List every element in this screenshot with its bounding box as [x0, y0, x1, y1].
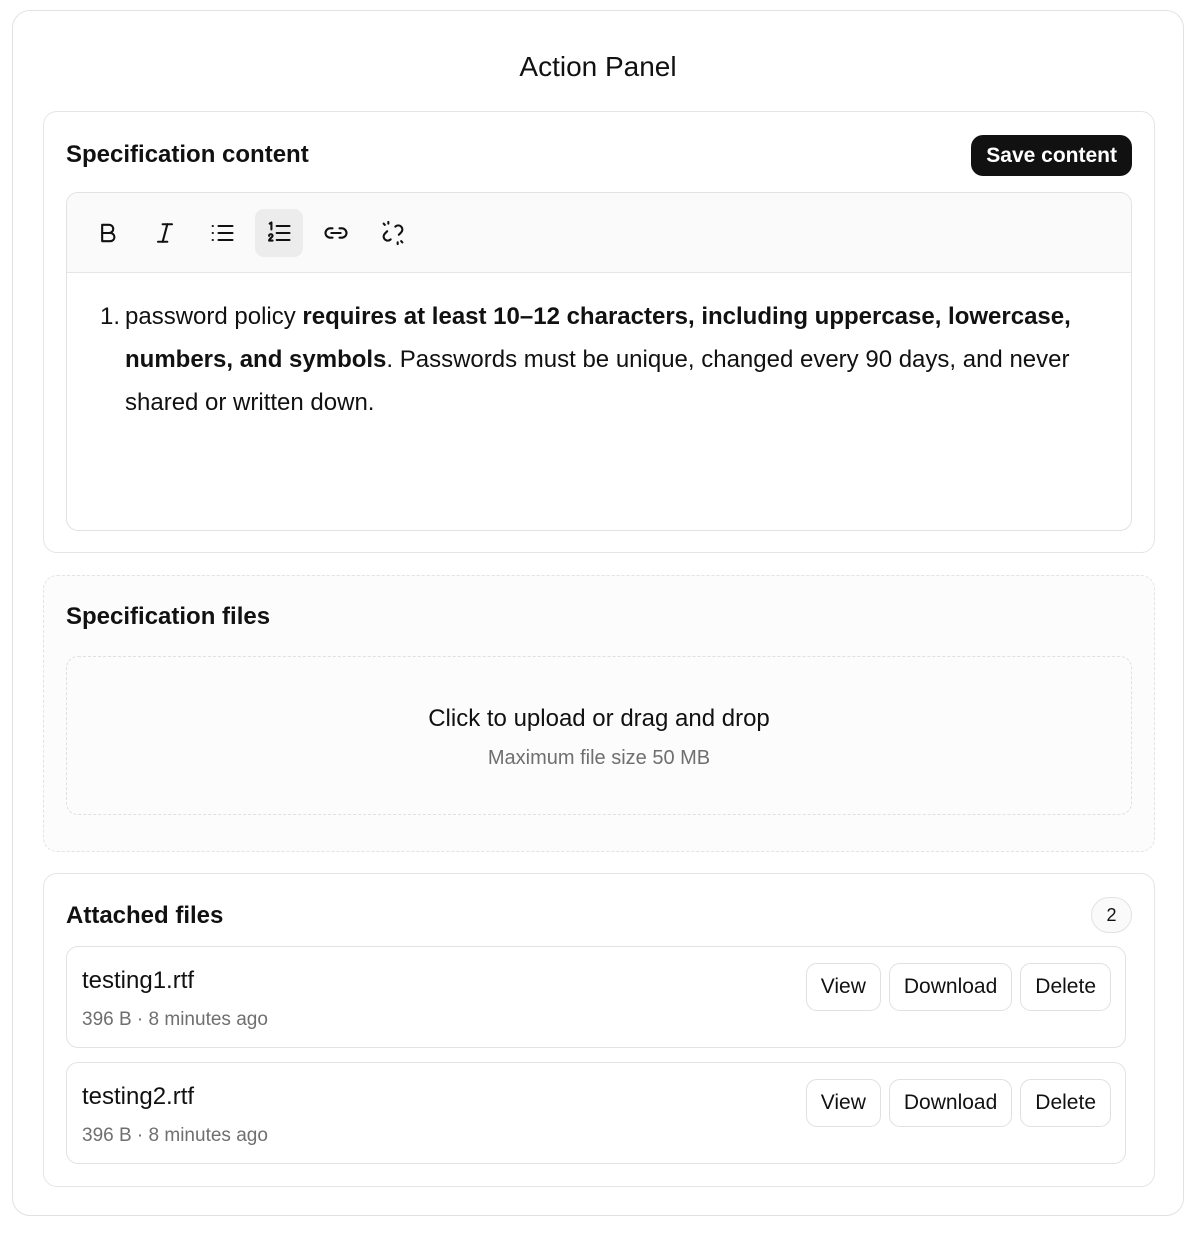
file-name: testing1.rtf	[82, 967, 195, 994]
dropzone-hint: Maximum file size 50 MB	[487, 747, 711, 769]
attached-files-heading: Attached files	[66, 902, 224, 929]
link-icon	[322, 219, 350, 247]
download-button[interactable]: Download	[889, 1079, 1012, 1127]
specification-content-card	[43, 111, 1155, 553]
file-row	[66, 946, 1126, 1048]
list-item-number: 1.	[100, 303, 121, 330]
editor-content[interactable]	[67, 273, 1131, 424]
file-dropzone[interactable]	[66, 656, 1132, 815]
delete-button[interactable]: Delete	[1020, 963, 1111, 1011]
list-item-text-bold: requires at least 10–12 characters, including uppercase, lowercase, numbers, and symbols	[125, 303, 1071, 373]
specification-content-heading: Specification content	[66, 141, 309, 168]
file-count-badge: 2	[1091, 897, 1132, 933]
bold-button[interactable]	[84, 209, 132, 257]
italic-icon	[151, 219, 179, 247]
view-button[interactable]: View	[806, 963, 881, 1011]
italic-button[interactable]	[141, 209, 189, 257]
list-item	[100, 295, 1091, 424]
file-actions	[806, 1079, 1111, 1127]
file-name: testing2.rtf	[82, 1083, 195, 1110]
action-panel	[12, 10, 1184, 1216]
view-button[interactable]: View	[806, 1079, 881, 1127]
rich-text-editor	[66, 192, 1132, 531]
file-actions	[806, 963, 1111, 1011]
bullet-list-icon	[208, 219, 236, 247]
file-meta: 396 B · 8 minutes ago	[82, 1009, 268, 1030]
numbered-list	[100, 295, 1091, 424]
unlink-icon	[379, 219, 407, 247]
delete-button[interactable]: Delete	[1020, 1079, 1111, 1127]
numbered-list-button[interactable]	[255, 209, 303, 257]
dropzone-text: Click to upload or drag and drop	[428, 705, 770, 732]
unlink-button[interactable]	[369, 209, 417, 257]
editor-toolbar	[67, 193, 1131, 273]
save-content-button[interactable]: Save content	[971, 135, 1132, 176]
attached-files-card	[43, 873, 1155, 1187]
bullet-list-button[interactable]	[198, 209, 246, 257]
numbered-list-icon	[265, 219, 293, 247]
file-meta: 396 B · 8 minutes ago	[82, 1125, 268, 1146]
specification-files-card	[43, 575, 1155, 852]
list-item-text-regular: password policy	[125, 303, 303, 330]
specification-files-heading: Specification files	[66, 603, 271, 630]
panel-title: Action Panel	[519, 51, 677, 82]
file-row	[66, 1062, 1126, 1164]
bold-icon	[94, 219, 122, 247]
list-item-text-tail: . Passwords must be unique, changed every 90 days, and never shared or written down.	[125, 346, 1070, 416]
link-button[interactable]	[312, 209, 360, 257]
download-button[interactable]: Download	[889, 963, 1012, 1011]
